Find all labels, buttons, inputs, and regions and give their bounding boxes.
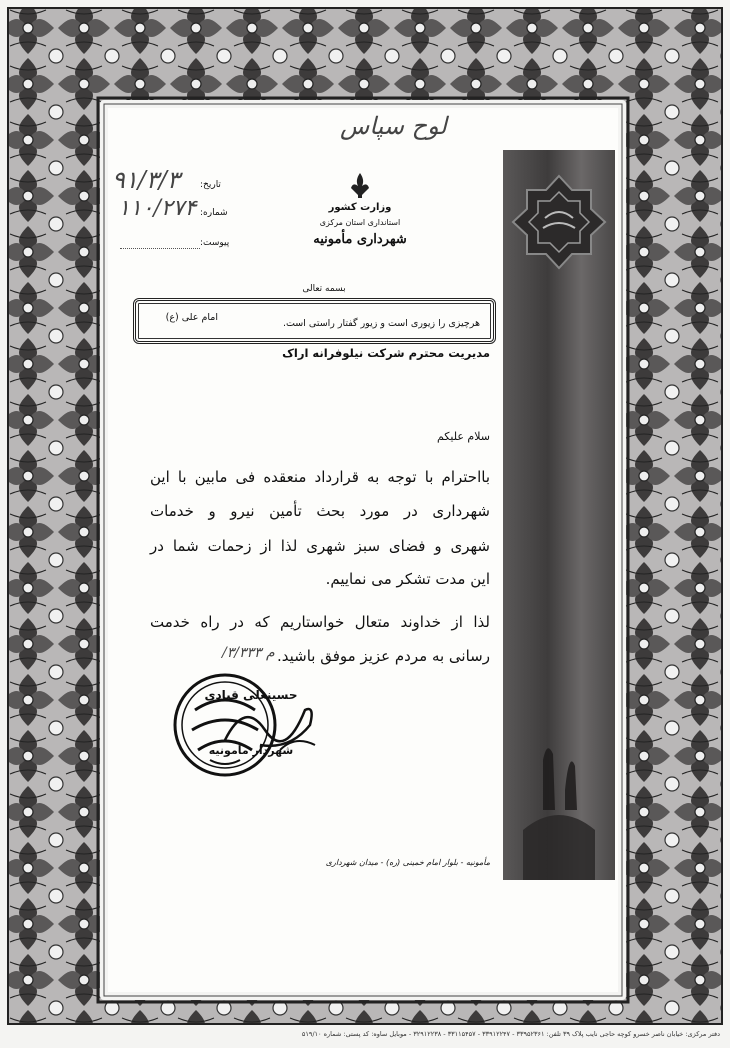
decorative-stripe (503, 150, 615, 880)
signature-scribble (220, 690, 320, 760)
address-line: مأمونیه - بلوار امام خمینی (ره) - میدان شهرداری (325, 858, 490, 867)
quote-author: امام علی (ع) (165, 312, 218, 323)
signatory-name: حسینعلی قبادی (204, 688, 298, 702)
body-line-4: این مدت تشکر می نماییم. (325, 570, 490, 588)
date-value: ۹۱/۳/۳ (112, 166, 180, 194)
recipient: مدیریت محترم شرکت نیلوفرانه اراک (282, 346, 490, 360)
minaret-silhouette-icon (523, 748, 595, 880)
municipality-name: شهرداری مأمونیه (313, 232, 407, 247)
quote-text: هرچیزی را زیوری است و زیور گفتار راستی است. (282, 318, 480, 329)
date-label: تاریخ: (200, 180, 221, 190)
handwritten-title: لوح سپاس (340, 112, 447, 140)
number-value: ۱۱۰/۲۷۴ (118, 196, 197, 221)
body-line-5: لذا از خداوند متعال خواستاریم که در راه خدمت (150, 613, 490, 631)
ministry-name: وزارت کشور (328, 202, 392, 213)
body-line-2: شهرداری در مورد بحث تأمین نیرو و خدمات (150, 502, 490, 520)
attachment-label: پیوست: (200, 238, 230, 248)
greeting: سلام علیکم (436, 430, 490, 443)
number-label: شماره: (200, 208, 228, 218)
body-line-6: رسانی به مردم عزیز موفق باشید. (276, 647, 490, 665)
star-emblem-icon (513, 176, 605, 268)
national-emblem-icon (345, 170, 375, 200)
footer-info: دفتر مرکزی: خیابان ناصر خسرو کوچه حاجی نایب پلاک ۳۹ تلفن: ۳۳۹۵۲۳۶۱ - ۳۳۹۱۲۲۴۷ - ۳۳۱۱۵۴۵۷ - ۳۲۹۱۲۲۳۸ - موبایل ساوه: کد پستی: شماره ۵۱۹/۱۰ (301, 1030, 720, 1038)
handwritten-mark: /۳/۳۳۳ م (222, 645, 275, 661)
bismillah: بسمه تعالی (302, 284, 346, 294)
signatory-title: شهردار مأمونیه (208, 744, 294, 757)
body-line-1: بااحترام با توجه به قرارداد منعقده فی مابین با این (150, 468, 490, 486)
body-line-3: شهری و فضای سبز شهری لذا از زحمات شما در (150, 537, 490, 555)
province-name: استانداری استان مرکزی (319, 218, 401, 227)
attachment-line (120, 248, 200, 249)
